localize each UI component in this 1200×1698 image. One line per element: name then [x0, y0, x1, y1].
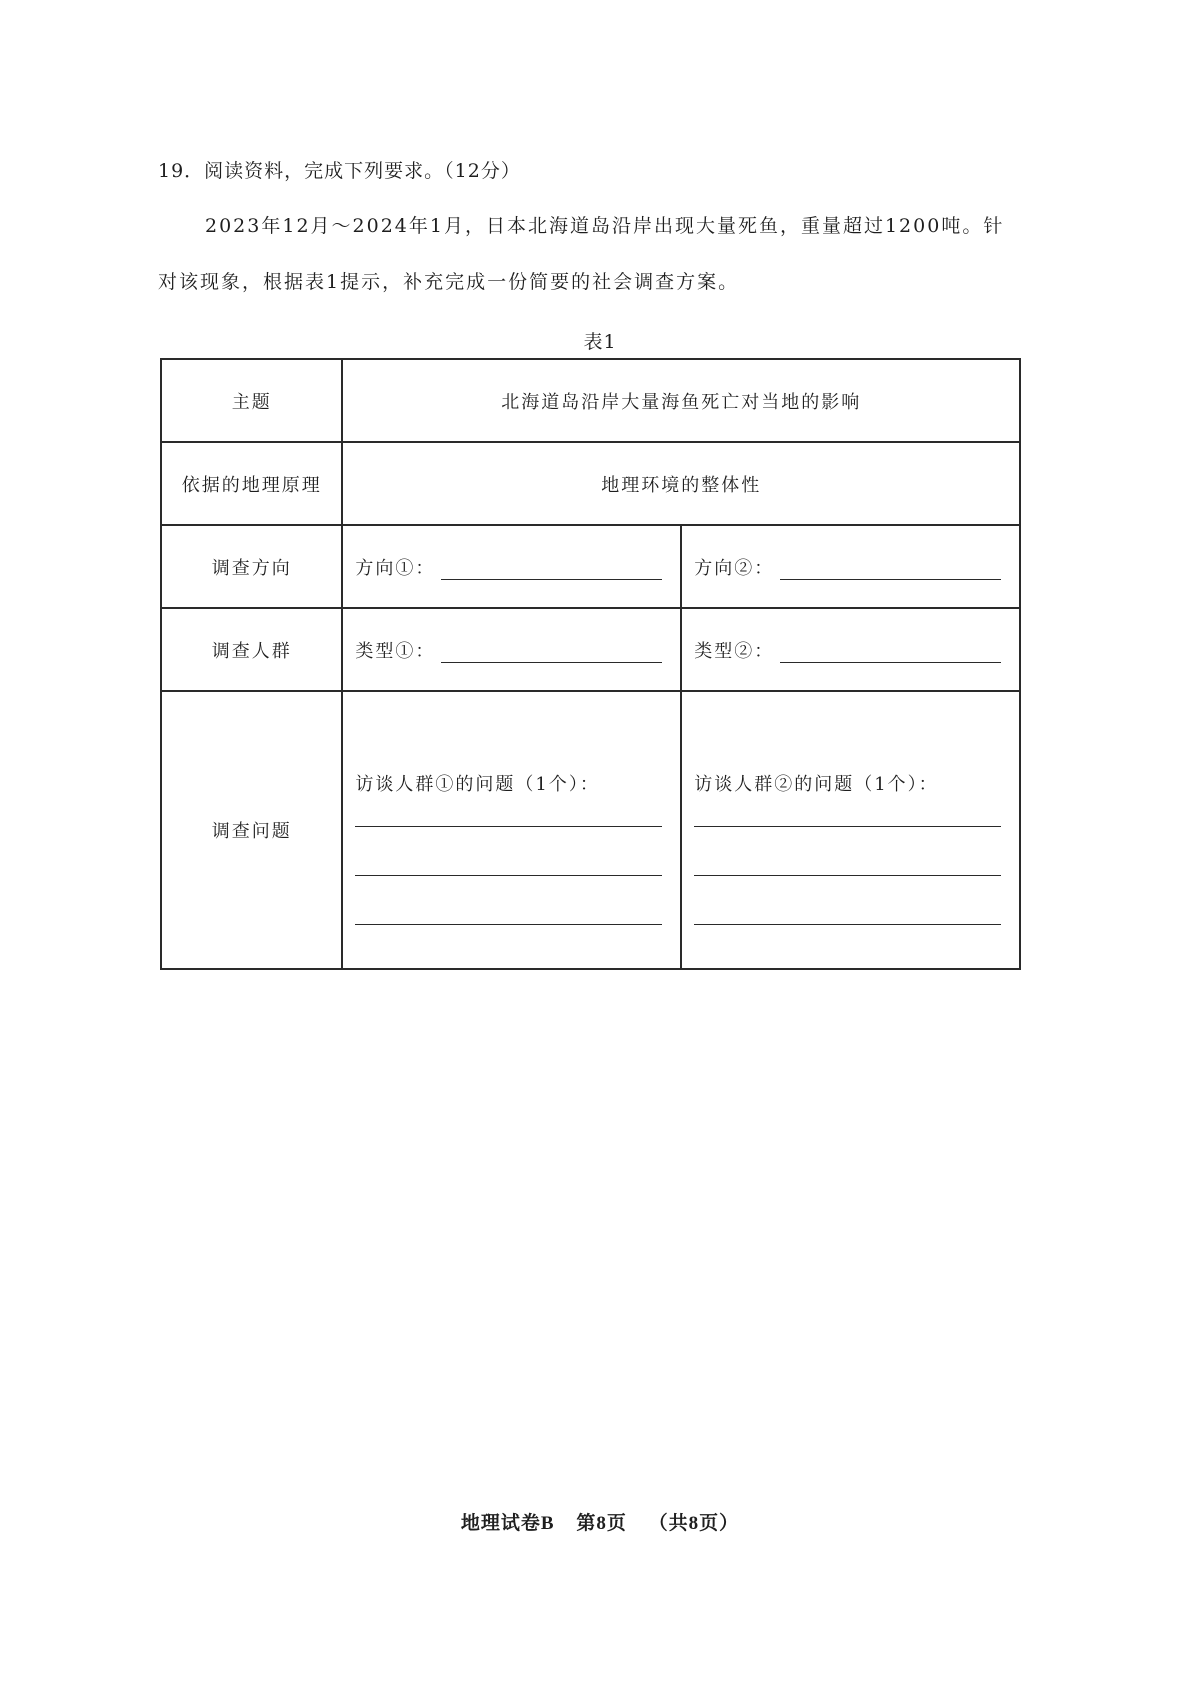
- questions-b-answer-line-1[interactable]: [694, 796, 1001, 827]
- questions-a-answer-line-3[interactable]: [355, 876, 662, 925]
- questions-b-prompt: 访谈人群②的问题（1个）：: [694, 773, 939, 795]
- theme-label: 主题: [161, 359, 342, 442]
- question-heading: 19．阅读资料，完成下列要求。（12分）: [158, 160, 521, 182]
- question-material-paragraph: 2023年12月～2024年1月，日本北海道岛沿岸出现大量死鱼，重量超过1200吨。针对该现象，根据表1提示，补充完成一份简要的社会调查方案。: [158, 215, 1005, 293]
- page-footer: [0, 1508, 1200, 1535]
- people-b-answer-blank[interactable]: [780, 642, 1001, 663]
- principle-value: 地理环境的整体性: [342, 442, 1020, 525]
- questions-a-prompt: 访谈人群①的问题（1个）：: [355, 773, 600, 795]
- table-row-direction: [161, 525, 1020, 608]
- footer-total-pages: （共8页）: [648, 1513, 740, 1534]
- questions-b-answer-line-2[interactable]: [694, 827, 1001, 876]
- questions-a-cell: [342, 691, 681, 969]
- direction-b-label: 方向②：: [694, 557, 775, 579]
- questions-b-answer-line-3[interactable]: [694, 876, 1001, 925]
- people-label: 调查人群: [161, 608, 342, 691]
- people-b-cell: [681, 608, 1020, 691]
- direction-a-cell: [342, 525, 681, 608]
- direction-b-answer-blank[interactable]: [780, 559, 1001, 580]
- questions-b-cell: [681, 691, 1020, 969]
- table-row-principle: [161, 442, 1020, 525]
- direction-a-label: 方向①：: [355, 557, 436, 579]
- direction-b-cell: [681, 525, 1020, 608]
- direction-label: 调查方向: [161, 525, 342, 608]
- table-row-theme: [161, 359, 1020, 442]
- people-a-answer-blank[interactable]: [441, 642, 662, 663]
- people-a-label: 类型①：: [355, 640, 436, 662]
- table-row-people: [161, 608, 1020, 691]
- questions-a-answer-line-1[interactable]: [355, 796, 662, 827]
- principle-label: 依据的地理原理: [161, 442, 342, 525]
- table-caption: 表1: [583, 331, 617, 353]
- people-b-label: 类型②：: [694, 640, 775, 662]
- people-a-cell: [342, 608, 681, 691]
- footer-page-number: 第8页: [576, 1513, 627, 1534]
- table-row-questions: [161, 691, 1020, 969]
- direction-a-answer-blank[interactable]: [441, 559, 662, 580]
- questions-a-answer-line-2[interactable]: [355, 827, 662, 876]
- footer-subject: 地理试卷B: [460, 1513, 555, 1534]
- theme-value: 北海道岛沿岸大量海鱼死亡对当地的影响: [342, 359, 1020, 442]
- questions-label: 调查问题: [161, 691, 342, 969]
- survey-plan-table: [160, 358, 1021, 970]
